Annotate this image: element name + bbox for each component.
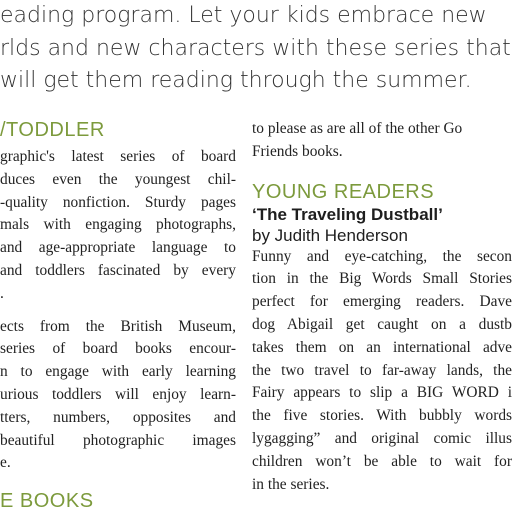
paragraph-board-books bbox=[0, 146, 236, 306]
body-line: Friends books. bbox=[252, 142, 343, 160]
body-line: ects from the British Museum, bbox=[0, 317, 236, 335]
intro-line: will get them reading through the summer. bbox=[0, 68, 472, 93]
body-line: and age-appropriate language to bbox=[0, 239, 236, 257]
intro-line: eading program. Let your kids embrace new bbox=[0, 3, 487, 28]
body-line: to please as are all of the other Go bbox=[252, 120, 463, 137]
body-line: perfect for emerging readers. Dave bbox=[252, 293, 512, 311]
book-title: ‘The Traveling Dustball’ bbox=[252, 204, 443, 224]
body-line: lygagging” and original comic illus bbox=[252, 429, 512, 447]
body-line: beautiful photographic images bbox=[0, 431, 236, 449]
body-line: graphic's latest series of board bbox=[0, 148, 236, 165]
body-line: children won’t be able to wait for bbox=[252, 452, 512, 470]
body-line: tion in the Big Words Small Stories bbox=[252, 270, 512, 288]
section-heading-books: E BOOKS bbox=[0, 490, 94, 513]
body-line: series of board books encour- bbox=[0, 340, 236, 358]
body-line: and toddlers fascinated by every bbox=[0, 261, 236, 279]
body-line: Funny and eye-catching, the secon bbox=[252, 247, 512, 265]
right-column bbox=[252, 118, 512, 496]
body-line: the five stories. With bubbly words bbox=[252, 407, 512, 425]
body-line: e. bbox=[0, 454, 11, 472]
body-line: the two travel to far-away lands, the bbox=[252, 361, 512, 379]
body-line: mals with engaging photographs, bbox=[0, 216, 236, 234]
paragraph-british-museum bbox=[0, 316, 236, 476]
body-line: dog Abigail get caught on a dustb bbox=[252, 315, 512, 333]
paragraph-review bbox=[252, 246, 512, 497]
body-line: duces even the youngest chil- bbox=[0, 170, 236, 188]
intro-paragraph bbox=[0, 0, 512, 98]
body-line: Fairy appears to slip a BIG WORD i bbox=[252, 384, 512, 402]
body-line: urious toddlers will enjoy learn- bbox=[0, 385, 236, 403]
body-line: takes them on an international adve bbox=[252, 338, 512, 356]
body-line: tters, numbers, opposites and bbox=[0, 408, 236, 426]
body-line: -quality nonfiction. Sturdy pages bbox=[0, 193, 236, 211]
intro-line: rlds and new characters with these series that bbox=[0, 35, 511, 61]
section-heading-toddler: /TODDLER bbox=[0, 119, 105, 141]
body-line: n to engage with early learning bbox=[0, 363, 236, 381]
left-column bbox=[0, 118, 236, 513]
body-line: in the series. bbox=[252, 475, 330, 493]
book-author: by Judith Henderson bbox=[252, 225, 408, 245]
section-heading-young-readers: YOUNG READERS bbox=[252, 180, 435, 203]
body-line: . bbox=[0, 284, 4, 302]
